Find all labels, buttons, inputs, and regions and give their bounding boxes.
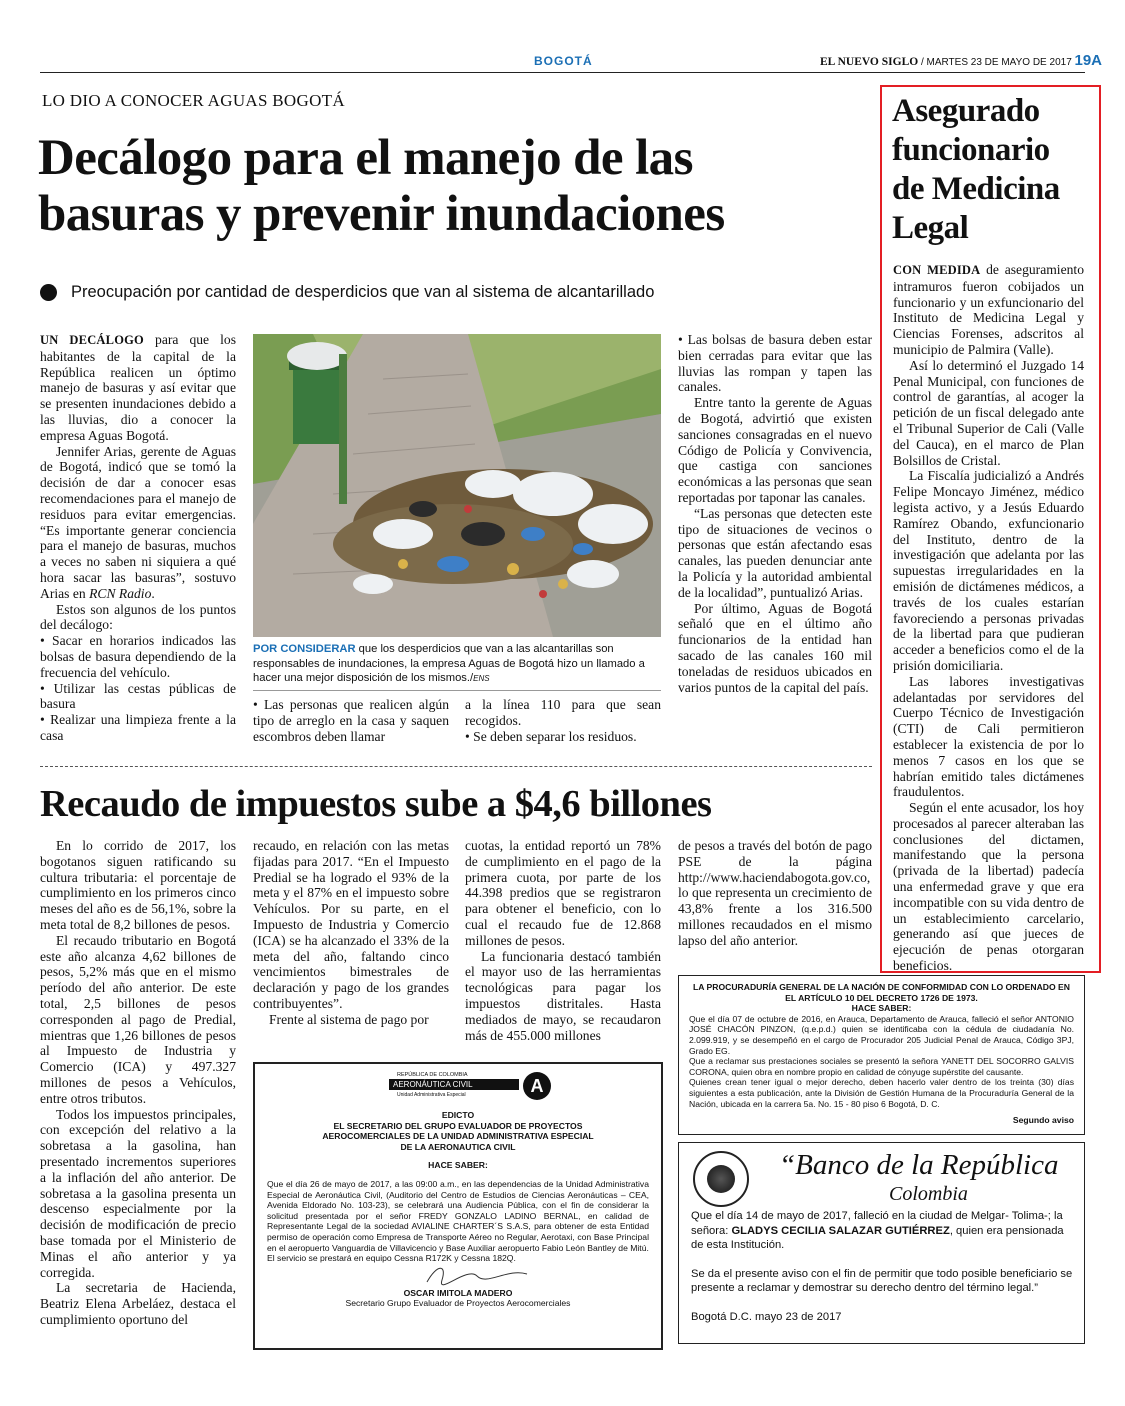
bank-name: “Banco de la República — [779, 1149, 1059, 1181]
paragraph: Las labores investigativas adelantadas por servidores del Cuerpo Técnico de Investigación (CTI) de Cali permitieron establecer la existencia de por lo menos 7 casos en los que se habrían emitido tales dictámenes fraudulentos. — [893, 673, 1084, 800]
deceased-name: GLADYS CECILIA SALAZAR GUTIÉRREZ — [731, 1224, 950, 1237]
notice-subtitle: EL SECRETARIO DEL GRUPO EVALUADOR DE PROYECTOS AEROCOMERCIALES DE LA UNIDAD ADMINISTRATIVA ESPECIAL DE LA AERONAUTICA CIVIL — [322, 1120, 594, 1152]
story1-column-2b — [465, 697, 661, 744]
list-item: • Se deben separar los residuos. — [465, 728, 637, 744]
logo-top: REPÚBLICA DE COLOMBIA — [397, 1072, 468, 1078]
story2-column-1 — [40, 838, 236, 1328]
banco-date: Bogotá D.C. mayo 23 de 2017 — [691, 1310, 842, 1323]
banco-notice — [678, 1142, 1085, 1344]
story1-column-2a — [253, 697, 449, 744]
trash-photo — [253, 334, 661, 637]
logo-name: AERONÁUTICA CIVIL — [389, 1079, 519, 1090]
paragraph: Según el ente acusador, los hoy procesados al parecer alteraban las conclusiones del dictamen, manifestando que la persona (privada de la libertad) padecía una enfermedad grave y que era incompatible con su vida dentro de un establecimiento carcelario, generando así que jueces de ejecución de penas otorgaran beneficios. — [893, 800, 1084, 974]
aeronautica-logo-icon: A — [523, 1072, 551, 1100]
issue-date: / MARTES 23 DE MAYO DE 2017 — [920, 57, 1072, 68]
headline-2: Recaudo de impuestos sube a $4,6 billones — [40, 783, 712, 825]
paragraph: La secretaria de Hacienda, Beatriz Elena Arbeláez, destaca el cumplimiento oportuno del — [40, 1280, 236, 1327]
paragraph: Entre tanto la gerente de Aguas de Bogotá, advirtió que existen sanciones consagradas en el nuevo Código de Policía y Convivencia, que castiga con sanciones económicas a las personas que sean reportadas por taponar las canales. — [678, 395, 872, 505]
deck — [40, 283, 654, 302]
paragraph: El recaudo tributario en Bogotá este año alcanza 4,62 billones de pesos, 5,2% más que en el mismo período del año anterior. De este total, 2,5 billones de pesos corresponden al pago de Predial, mientras que 1,26 billones de pesos al Impuesto de Industria y Comercio (ICA) y 497.327 millones de pesos a Vehículos, entre otros tributos. — [40, 932, 236, 1106]
aeronautica-notice — [253, 1062, 663, 1350]
banco-seal-icon — [693, 1151, 749, 1207]
section-label: BOGOTÁ — [534, 54, 593, 68]
bullet-dot-icon — [40, 284, 57, 301]
caption-rule — [253, 690, 661, 691]
notice-header: LA PROCURADURÍA GENERAL DE LA NACIÓN DE CONFORMIDAD CON LO ORDENADO EN EL ARTÍCULO 10 DEL DECRETO 1726 DE 1973. — [692, 982, 1070, 1003]
notice-paragraph: Que el día 07 de octubre de 2016, en Arauca, Departamento de Arauca, falleció el señor ANTONIO JOSÉ CHACÓN PINZON, (q.e.p.d.) quien se identificaba con la cédula de ciudadanía No. 2.099.919, y se desempeñó en el cargo de Procurador 205 Judicial Penal de Arauca, Código 3PJ, Grado EG. — [689, 1013, 1074, 1056]
notice-paragraph: Que a reclamar sus prestaciones sociales se presentó la señora YANETT DEL SOCORRO GALVIS CORONA, quien obra en nombre propio en calidad de cónyuge supérstite del causante. — [689, 1056, 1074, 1077]
page-number: 19A — [1074, 52, 1103, 69]
banco-paragraph: Se da el presente aviso con el fin de permitir que todo posible beneficiario se presente a reclamar y demostrar su derecho dentro del término legal.” — [691, 1267, 1073, 1294]
aeronautica-logo — [267, 1072, 649, 1110]
text: Que el día 14 de mayo de 2017, falleció en la ciudad de Melgar- Tolima-; la señora: — [691, 1210, 1063, 1237]
paragraph: para que los habitantes de la capital de la República realicen un óptimo manejo de basuras y así evitar que se presenten inundaciones debido a las lluvias, dio a conocer la empresa Aguas Bogotá. — [40, 332, 237, 443]
paper-name: EL NUEVO SIGLO — [820, 56, 919, 68]
header-rule — [40, 72, 1085, 73]
section-divider — [40, 766, 872, 767]
folio — [820, 52, 1102, 69]
notice-paragraph: Quienes crean tener igual o mejor derecho, deben hacerlo valer dentro de los treinta (30) días siguientes a esta publicación, ante la División de Gestión Humana de la Procuraduría General de la Nación, ubicada en la carrera 5a. No. 15 - 80 piso 6 Bogotá, D. C. — [689, 1077, 1074, 1109]
paragraph: de pesos a través del botón de pago PSE de la página http://www.haciendabogota.gov.co, lo que representa un crecimiento de 43,8% frente a los 316.500 millones recaudados en el mismo lapso del año anterior. — [678, 838, 872, 948]
story2-column-3 — [465, 838, 661, 1043]
paragraph: cuotas, la entidad reportó un 78% de cumplimiento en el pago de la primera cuota, por parte de los 44.398 predios que se registraron para obtener el beneficio, con lo cual el recaudo fue de 12.868 millones de pesos. — [465, 838, 661, 948]
banco-body — [691, 1209, 1073, 1324]
headline — [38, 130, 725, 242]
paragraph: Todos los impuestos principales, con excepción del relativo a la sobretasa a la gasolina, han presentado incrementos superiores a la inflación del año anterior. De sobretasa a la gasolina presenta un descenso especialmente por la decisión de modificación de precio base tomada por el Ministerio de Minas el año anterior y ya corregida. — [40, 1106, 236, 1280]
paragraph: Jennifer Arias, gerente de Aguas de Bogotá, indicó que se tomó la decisión de dar a conocer esas recomendaciones para el manejo de residuos para evitar emergencias. “Es importante generar conciencia para el manejo de basuras, muchos a veces no saben ni siquiera a qué hora sacar las basuras”, sostuvo Arias en — [40, 443, 236, 601]
paragraph: Estos son algunos de los puntos del decálogo: — [40, 601, 236, 633]
lead-in: CON MEDIDA — [893, 263, 981, 277]
paragraph: Frente al sistema de pago por — [269, 1011, 429, 1027]
trash-photo-image — [253, 334, 661, 637]
logo-sub: Unidad Administrativa Especial — [397, 1092, 466, 1098]
hace-saber: HACE SABER: — [428, 1160, 488, 1171]
paragraph: Así lo determinó el Juzgado 14 Penal Municipal, con funciones de control de garantías, al acoger la petición de un fiscal delegado ante el Tribunal Superior de Cali (Valle del Cauca), en el marco de Plan Bolsillos de Cristal. — [893, 357, 1084, 468]
hace-saber: HACE SABER: — [851, 1003, 912, 1014]
signer-title: Secretario Grupo Evaluador de Proyectos Aerocomerciales — [345, 1298, 571, 1309]
deck-text: Preocupación por cantidad de desperdicios que van al sistema de alcantarillado — [71, 283, 655, 301]
paragraph: La funcionaria destacó también el mayor uso de las herramientas tecnológicas para pagar los impuestos distritales. Hasta mediados de mayo, se recaudaron más de 455.000 millones — [465, 948, 661, 1043]
story2-column-2 — [253, 838, 449, 1028]
photo-caption — [253, 642, 661, 687]
story1-column-1 — [40, 332, 236, 744]
sidebar-body — [893, 262, 1084, 974]
kicker: LO DIO A CONOCER AGUAS BOGOTÁ — [42, 91, 345, 110]
photo-credit: ENS — [473, 674, 490, 684]
list-item: • Las bolsas de basura deben estar bien cerradas para evitar que las lluvias las rompan y tapen las canales. — [678, 332, 872, 395]
caption-text: que los desperdicios que van a las alcantarillas son responsables de inundaciones, la empresa Aguas de Bogotá hizo un llamado a hacer una mejor disposición de los mismos./ — [253, 643, 645, 685]
procuraduria-notice — [678, 975, 1085, 1135]
signature-icon — [267, 1264, 649, 1288]
notice-note: Segundo aviso — [1012, 1115, 1074, 1126]
list-item: • Las personas que realicen algún tipo de arreglo en la casa y saquen escombros deben llamar — [253, 697, 449, 744]
text: , quien era pensionada de esta Institución. — [691, 1224, 1064, 1251]
caption-lead: POR CONSIDERAR — [253, 643, 356, 655]
story2-column-4 — [678, 838, 872, 949]
list-item: • Utilizar las cestas públicas de basura — [40, 680, 236, 712]
sidebar-headline: Asegurado funcionario de Medicina Legal — [892, 93, 1060, 246]
paragraph: de aseguramiento intramuros fueron cobijados un funcionario y un exfuncionario del Instituto de Medicina Legal y Ciencias Forenses, adscritos al municipio de Palmira (Valle). — [893, 262, 1084, 357]
story1-column-3 — [678, 332, 872, 695]
paragraph: La Fiscalía judicializó a Andrés Felipe Moncayo Jiménez, médico legista activo, y a Jesús Eduardo Ramírez Obando, exfuncionario del Instituto, dentro de la investigación que adelanta por las supuestas irregularidades en la emisión de dictámenes médicos, a través de los cuales estarían favoreciendo a personas privadas de la libertad para que pudieran acceder a beneficios como el de la prisión domiciliaria. — [893, 468, 1084, 673]
notice-body-2: El servicio se prestará en equipo Cessna R172K y Cessna 182Q. — [267, 1253, 516, 1264]
lead-in: UN DECÁLOGO — [40, 333, 144, 347]
bank-country: Colombia — [889, 1183, 968, 1205]
paragraph: recaudo, en relación con las metas fijadas para 2017. “En el Impuesto Predial se ha logrado el 93% de la meta y el 87% en el impuesto sobre Vehículos. Por su parte, en el Impuesto de Industria y Comercio (ICA) se ha alcanzado el 33% de la meta del año, faltando cinco vencimientos bimestrales de declaración y pago de los grandes contribuyentes”. — [253, 838, 449, 1011]
source-name: RCN Radio — [89, 585, 152, 601]
notice-title: EDICTO — [441, 1110, 475, 1120]
list-item: • Sacar en horarios indicados las bolsas de basura dependiendo de la frecuencia del vehículo. — [40, 633, 236, 680]
list-item: • Realizar una limpieza frente a la casa — [40, 712, 236, 743]
headline-line-1: Decálogo para el manejo de las — [38, 130, 693, 186]
list-item: a la línea 110 para que sean recogidos. — [465, 697, 661, 728]
paragraph: En lo corrido de 2017, los bogotanos siguen ratificando su cultura tributaria: el porcentaje de cumplimiento en los primeros cinco meses del año es de 56,1%, sobre la meta total de 8,2 billones de pesos. — [40, 838, 236, 932]
paragraph: Por último, Aguas de Bogotá señaló que en el último año funcionarios de la entidad han sacado de las canales 160 mil toneladas de residuos ubicados en varios puntos de la capital del país. — [678, 600, 872, 695]
paragraph: “Las personas que detecten este tipo de situaciones de vecinos o personas que están afectando esas canales, las pueden denunciar ante la Policía y la autoridad ambiental de la localidad”, puntualizó Arias. — [678, 505, 872, 600]
punctuation: . — [151, 585, 155, 601]
headline-line-2: basuras y prevenir inundaciones — [38, 186, 725, 242]
signer-name: OSCAR IMITOLA MADERO — [403, 1287, 513, 1298]
notice-body: Que el día 26 de mayo de 2017, a las 09:00 a.m., en las dependencias de la Unidad Administrativa Especial de Aeronáutica Civil, (Auditorio del Centro de Estudios de Ciencias Aeronáuticas – CEA, Avenida Eldorado No. 103-23), se celebrará una Audiencia Pública, con el fin de considerar la solicitud presentada por el señor FREDY GONZALO LADINO BERNAL, en calidad de Representante Legal de la sociedad AVIALINE CHARTER´S S.A.S, para obtener de esta Entidad permiso de operación como Empresa de Transporte Aéreo no Regular, Aerotaxi, con Base Principal en el aeropuerto Vanguardia de Villavicencio y Base Auxiliar aeropuerto Fabio León Bantley de Mitú. — [267, 1178, 649, 1253]
